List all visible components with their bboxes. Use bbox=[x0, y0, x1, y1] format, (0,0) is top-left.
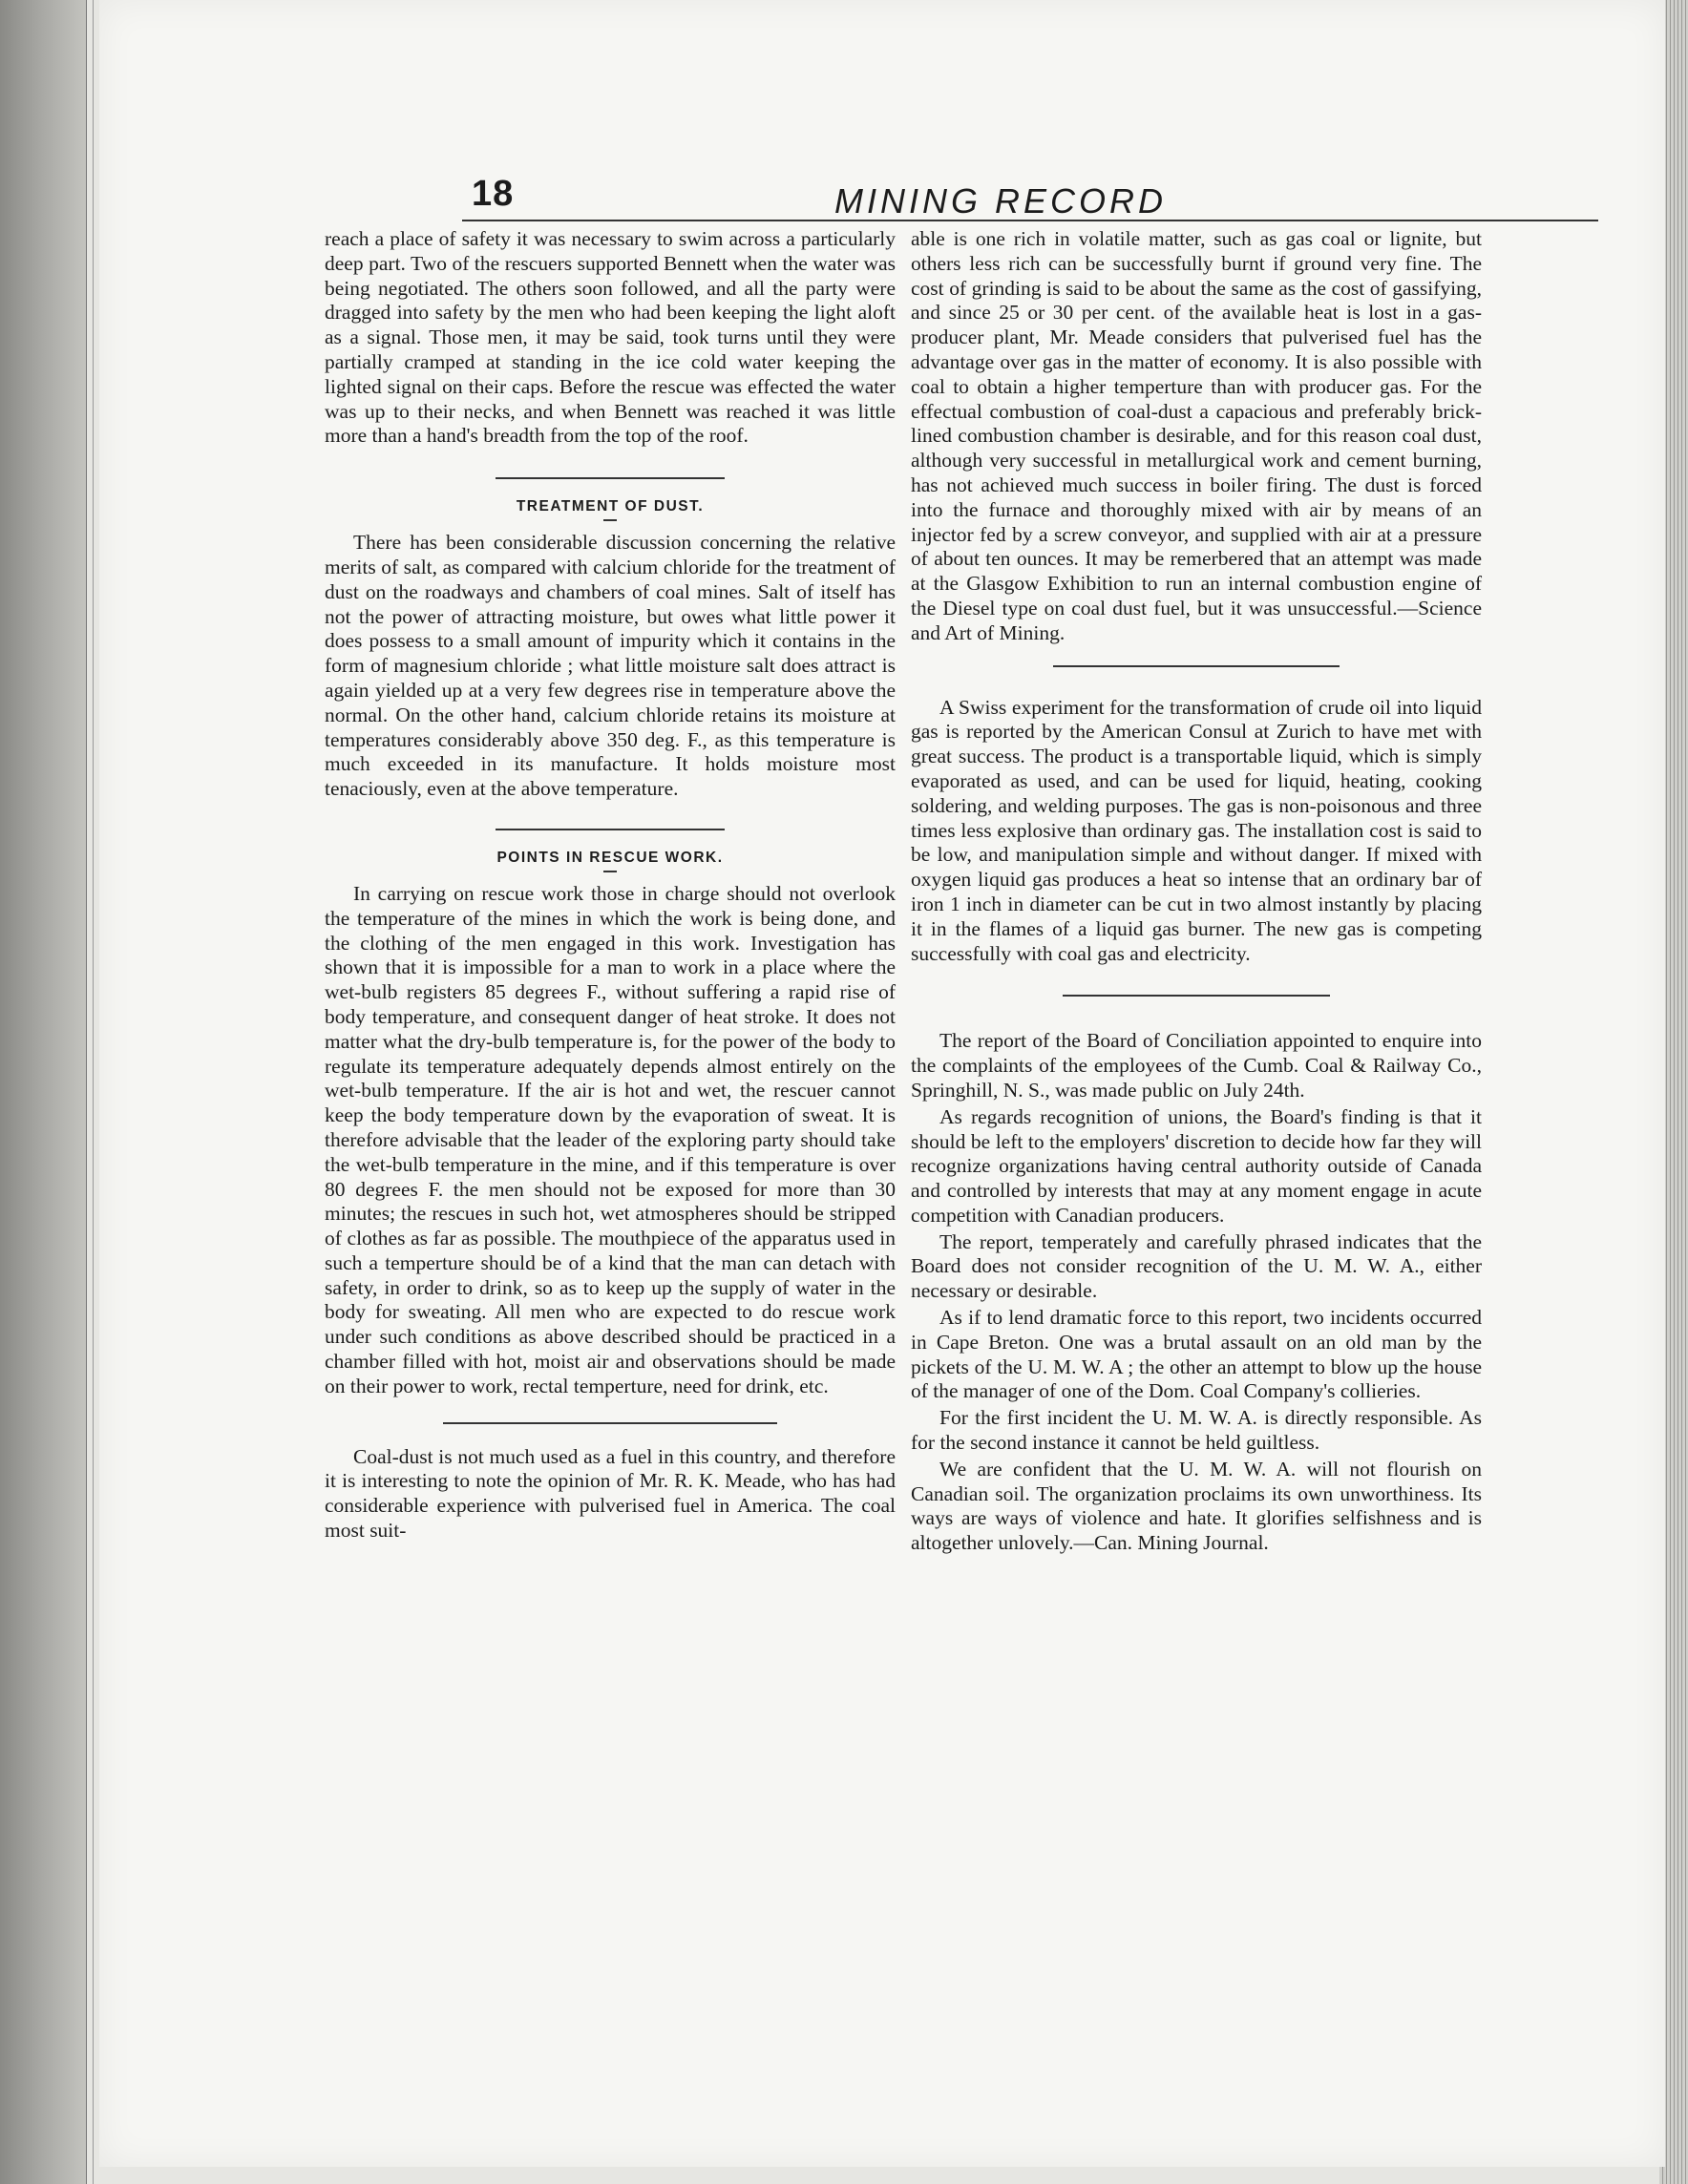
heading-dash bbox=[603, 519, 617, 521]
journal-title: MINING RECORD bbox=[834, 181, 1167, 220]
conciliation-paragraph-1: The report of the Board of Conciliation appointed to enquire into the complaints of the employees of the Cumb. Coal & Railway Co., Springhill, N. S., was made public on July 24th. bbox=[911, 1029, 1482, 1102]
swiss-gas-paragraph: A Swiss experiment for the transformation of crude oil into liquid gas is reported by the American Consul at Zurich to have met with great success. The product is a transportable liquid, which is simply evaporated as used, and can be used for liquid, heating, cooking soldering, and welding purposes. The gas is non-poisonous and three times less explosive than ordinary gas. The installation cost is said to be low, and manipulation simple and without danger. If mixed with oxygen liquid gas produces a heat so intense that an ordinary bar of iron 1 inch in diameter can be cut in two almost instantly by placing it in the flames of a liquid gas burner. The new gas is competing successfully with coal gas and electricity. bbox=[911, 695, 1482, 965]
conciliation-paragraph-6: We are confident that the U. M. W. A. will not flourish on Canadian soil. The organization proclaims its own unworthiness. Its ways are ways of violence and hate. It glorifies selfishness and is altogether unlovely.—Can. Mining Journal. bbox=[911, 1457, 1482, 1555]
scan-shadow bbox=[0, 0, 95, 2184]
document-page bbox=[99, 0, 1665, 2167]
treatment-heading: TREATMENT OF DUST. bbox=[516, 498, 705, 515]
section-divider bbox=[496, 477, 725, 479]
rescue-story-continuation: reach a place of safety it was necessary to swim across a particularly deep part. Two of the rescuers supported Bennett when the water was being negotiated. The others soon followed, and all the party were dragged into safety by the men who had been keeping the light aloft as a signal. Those men, it may be said, took turns until they were partially cramped at standing in the ice cold water keeping the lighted signal on their caps. Before the rescue was effected the water was up to their necks, and when Bennett was reached it was little more than a hand's breadth from the top of the roof. bbox=[325, 227, 896, 448]
left-column bbox=[325, 227, 896, 1545]
conciliation-paragraph-3: The report, temperately and carefully phrased indicates that the Board does not consider recognition of the U. M. W. A., either necessary or desirable. bbox=[911, 1229, 1482, 1303]
coal-dust-paragraph-end: able is one rich in volatile matter, such as gas coal or lignite, but others less rich can be successfully burnt if ground very fine. The cost of grinding is said to be about the same as the cost of gassifying, and since 25 or 30 per cent. of the available heat is lost in a gas-producer plant, Mr. Meade considers that pulverised fuel has the advantage over gas in the matter of economy. It is also possible with coal to obtain a higher temperture than with producer gas. For the effectual combustion of coal-dust a capacious and preferably brick-lined combustion chamber is desirable, and for this reason coal dust, although very successful in metallurgical work and cement burning, has not achieved much success in boiler firing. The dust is forced into the furnace and thoroughly mixed with air by means of an injector fed by a screw conveyor, and supplied with air at a pressure of about ten ounces. It may be remerbered that an attempt was made at the Glasgow Exhibition to run an internal combustion engine of the Diesel type on coal dust fuel, but it was unsuccessful.—Science and Art of Mining. bbox=[911, 227, 1482, 644]
treatment-paragraph: There has been considerable discussion concerning the relative merits of salt, as compared with calcium chloride for the treatment of dust on the roadways and chambers of coal mines. Salt of itself has not the power of attracting moisture, but owes what little power it does possess to a small amount of impurity which it contains in the form of magnesium chloride ; what little moisture salt does attract is again yielded up at a very few degrees rise in temperature above the normal. On the other hand, calcium chloride retains its moisture at temperatures considerably above 350 deg. F., as this temperature is much exceeded in its manufacture. It holds moisture most tenaciously, even at the above temperature. bbox=[325, 531, 896, 801]
section-divider bbox=[496, 829, 725, 830]
coal-dust-paragraph-start: Coal-dust is not much used as a fuel in this country, and therefore it is interesting to note the opinion of Mr. R. K. Meade, who has had considerable experience with pulverised fuel in America. The coal most suit- bbox=[325, 1444, 896, 1543]
rescue-paragraph: In carrying on rescue work those in charge should not overlook the temperature of the mines in which the work is being done, and the clothing of the men engaged in this work. Investigation has shown that it is impossible for a man to work in a place where the wet-bulb registers 85 degrees F., without suffering a rapid rise of body temperature, and consequent danger of heat stroke. It does not matter what the dry-bulb temperature is, for the power of the body to regulate its temperature adequately depends almost entirely on the wet-bulb temperature. If the air is hot and wet, the rescuer cannot keep the body temperature down by the evaporation of sweat. It is therefore advisable that the leader of the exploring party should take the wet-bulb temperature in the mine, and if this temperature is over 80 degrees F. the men should not be exposed for more than 30 minutes; the rescues in such hot, wet atmospheres should be stripped of clothes as far as possible. The mouthpiece of the apparatus used in such a temperture should be of a kind that the man can detach with safety, in order to drink, so as to keep up the supply of water in the body for sweating. All men who are expected to do rescue work under such conditions as above described should be practiced in a chamber filled with hot, moist air and observations should be made on their power to work, rectal temperture, need for drink, etc. bbox=[325, 881, 896, 1397]
header-rule bbox=[462, 220, 1598, 221]
conciliation-paragraph-2: As regards recognition of unions, the Board's finding is that it should be left to the employers' discretion to decide how far they will recognize organizations having central authority outside of Canada and controlled by interests that may at any moment engage in acute competition with Canadian producers. bbox=[911, 1104, 1482, 1227]
conciliation-paragraph-4: As if to lend dramatic force to this report, two incidents occurred in Cape Breton. One was a brutal assault on an old man by the pickets of the U. M. W. A ; the other an attempt to blow up the house of the manager of one of the Dom. Coal Company's collieries. bbox=[911, 1306, 1482, 1403]
rescue-heading: POINTS IN RESCUE WORK. bbox=[496, 849, 724, 866]
section-divider bbox=[443, 1422, 777, 1424]
right-column bbox=[911, 227, 1482, 1558]
page-number: 18 bbox=[472, 174, 515, 214]
page-header bbox=[462, 164, 1598, 231]
section-divider bbox=[1063, 995, 1330, 997]
section-divider bbox=[1053, 665, 1340, 667]
heading-dash bbox=[603, 871, 617, 872]
conciliation-paragraph-5: For the first incident the U. M. W. A. is directly responsible. As for the second instance it cannot be held guiltless. bbox=[911, 1406, 1482, 1455]
